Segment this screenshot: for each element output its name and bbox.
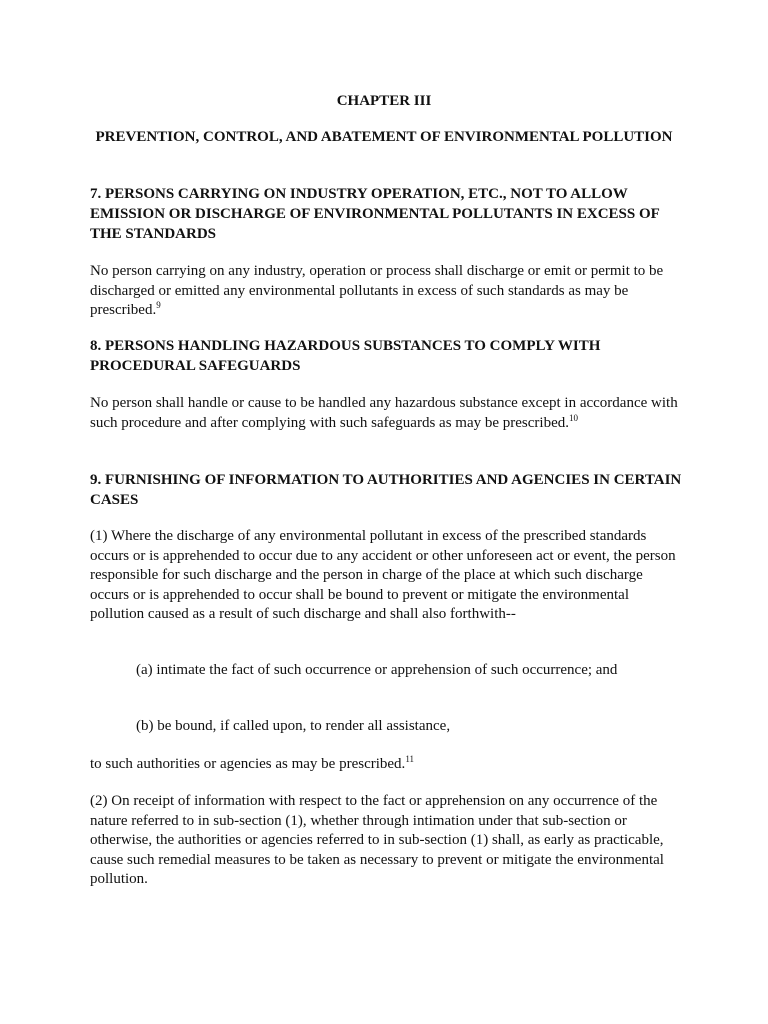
chapter-title: CHAPTER III (336, 93, 432, 109)
section-9-clause-b: (b) be bound, if called upon, to render all assistance, (136, 718, 451, 734)
section-7-heading: 7. PERSONS CARRYING ON INDUSTRY OPERATION, ETC., NOT TO ALLOW EMISSION OR DISCHARGE OF ENVIRONMENTAL POLLUTANTS IN EXCESS OF THE STANDARDS (90, 186, 660, 242)
section-9-tail (90, 755, 680, 775)
section-8-text: No person shall handle or cause to be handled any hazardous substance except in accordance with such procedure and after complying with such safeguards as may be prescribed. (90, 395, 678, 431)
section-7-body (90, 262, 680, 321)
section-9-tail-text: to such authorities or agencies as may be prescribed. (90, 756, 406, 772)
footnote-ref-10: 10 (569, 412, 578, 423)
section-9-heading: 9. FURNISHING OF INFORMATION TO AUTHORITIES AND AGENCIES IN CERTAIN CASES (90, 472, 682, 508)
section-9-subsection-1: (1) Where the discharge of any environmental pollutant in excess of the prescribed standards occurs or is apprehended to occur due to any accident or other unforeseen act or event, the person responsible for such discharge and the person in charge of the place at which such discharge occurs or is apprehended to occur shall be bound to prevent or mitigate the environmental pollution caused as a result of such discharge and shall also forthwith-- (90, 528, 676, 622)
footnote-ref-11: 11 (405, 754, 414, 764)
section-8-body (90, 394, 680, 433)
section-9-clause-a: (a) intimate the fact of such occurrence or apprehension of such occurrence; and (136, 662, 618, 678)
section-9-subsection-2: (2) On receipt of information with respect to the fact or apprehension on any occurrence of the nature referred to in sub-section (1), whether through intimation under that sub-section or otherwise, the authorities or agencies referred to in sub-section (1) shall, as early as practicable, cause such remedial measures to be taken as necessary to prevent or mitigate the environmental pollution. (90, 793, 664, 887)
section-8-heading: 8. PERSONS HANDLING HAZARDOUS SUBSTANCES TO COMPLY WITH PROCEDURAL SAFEGUARDS (90, 338, 601, 374)
chapter-subtitle: PREVENTION, CONTROL, AND ABATEMENT OF ENVIRONMENTAL POLLUTION (95, 129, 673, 145)
section-7-text: No person carrying on any industry, operation or process shall discharge or emit or permit to be discharged or emitted any environmental pollutants in excess of such standards as may be prescribed. (90, 263, 664, 318)
footnote-ref-9: 9 (156, 300, 161, 310)
